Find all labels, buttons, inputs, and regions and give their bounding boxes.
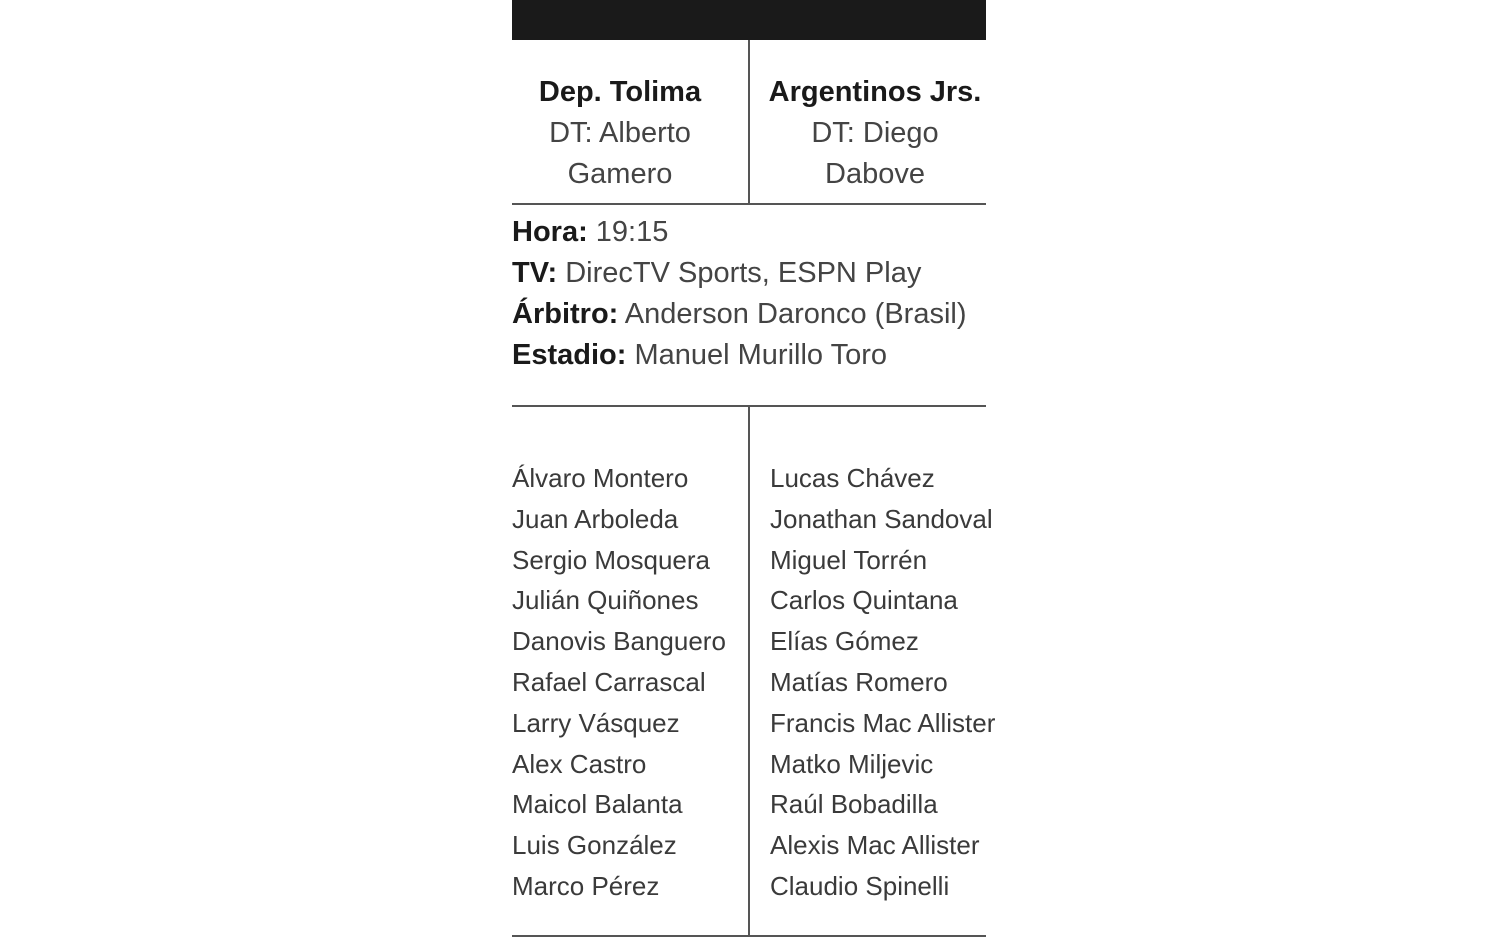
- info-estadio: [512, 335, 986, 376]
- estadio-value: Manuel Murillo Toro: [634, 339, 887, 371]
- player-name: Rafael Carrascal: [512, 666, 706, 697]
- player-name: Jonathan Sandoval: [770, 503, 993, 534]
- player-name: Lucas Chávez: [770, 463, 935, 493]
- player-name: Matko Miljevic: [770, 748, 934, 779]
- player-name: Carlos Quintana: [770, 585, 958, 616]
- player-name: Miguel Torrén: [770, 544, 928, 575]
- player-name: Julián Quiñones: [512, 585, 699, 616]
- teams-divider: [748, 40, 750, 204]
- player-name: Francis Mac Allister: [770, 707, 996, 738]
- player-name: Sergio Mosquera: [512, 544, 710, 575]
- tv-label: TV:: [512, 257, 558, 289]
- player-name: Larry Vásquez: [512, 707, 680, 738]
- info-hora: [512, 212, 986, 253]
- player-name: Claudio Spinelli: [770, 870, 950, 901]
- player-name: Alex Castro: [512, 748, 647, 779]
- home-lineup: [512, 458, 726, 907]
- arbitro-value: Anderson Daronco (Brasil): [624, 298, 967, 330]
- teams-bottom-rule: [512, 203, 986, 205]
- match-card: [512, 0, 996, 937]
- estadio-label: Estadio:: [512, 339, 627, 371]
- player-name: Matías Romero: [770, 666, 948, 697]
- away-team-block: [760, 72, 990, 195]
- lineups-divider: [748, 406, 750, 937]
- home-coach-line2: Gamero: [567, 158, 673, 190]
- home-coach-line1: DT: Alberto: [549, 117, 691, 149]
- arbitro-label: Árbitro:: [512, 298, 619, 330]
- tv-value: DirecTV Sports, ESPN Play: [565, 257, 922, 289]
- player-name: Álvaro Montero: [512, 463, 689, 493]
- player-name: Alexis Mac Allister: [770, 830, 980, 861]
- player-name: Luis González: [512, 830, 677, 861]
- away-coach-line1: DT: Diego: [811, 117, 939, 149]
- player-name: Elías Gómez: [770, 626, 919, 657]
- player-name: Maicol Balanta: [512, 789, 683, 820]
- info-arbitro: [512, 294, 986, 335]
- info-tv: [512, 253, 986, 294]
- home-team-name: Dep. Tolima: [538, 76, 702, 108]
- away-coach-line2: Dabove: [825, 158, 925, 190]
- player-name: Raúl Bobadilla: [770, 789, 938, 820]
- header-bar: [512, 0, 986, 40]
- player-name: Marco Pérez: [512, 870, 660, 901]
- match-info: [512, 212, 986, 376]
- player-name: Danovis Banguero: [512, 626, 726, 657]
- player-name: Juan Arboleda: [512, 503, 679, 534]
- hora-label: Hora:: [512, 216, 588, 248]
- home-team-block: [512, 72, 728, 195]
- away-lineup: [770, 458, 995, 907]
- away-team-name: Argentinos Jrs.: [768, 76, 982, 108]
- hora-value: 19:15: [595, 216, 669, 248]
